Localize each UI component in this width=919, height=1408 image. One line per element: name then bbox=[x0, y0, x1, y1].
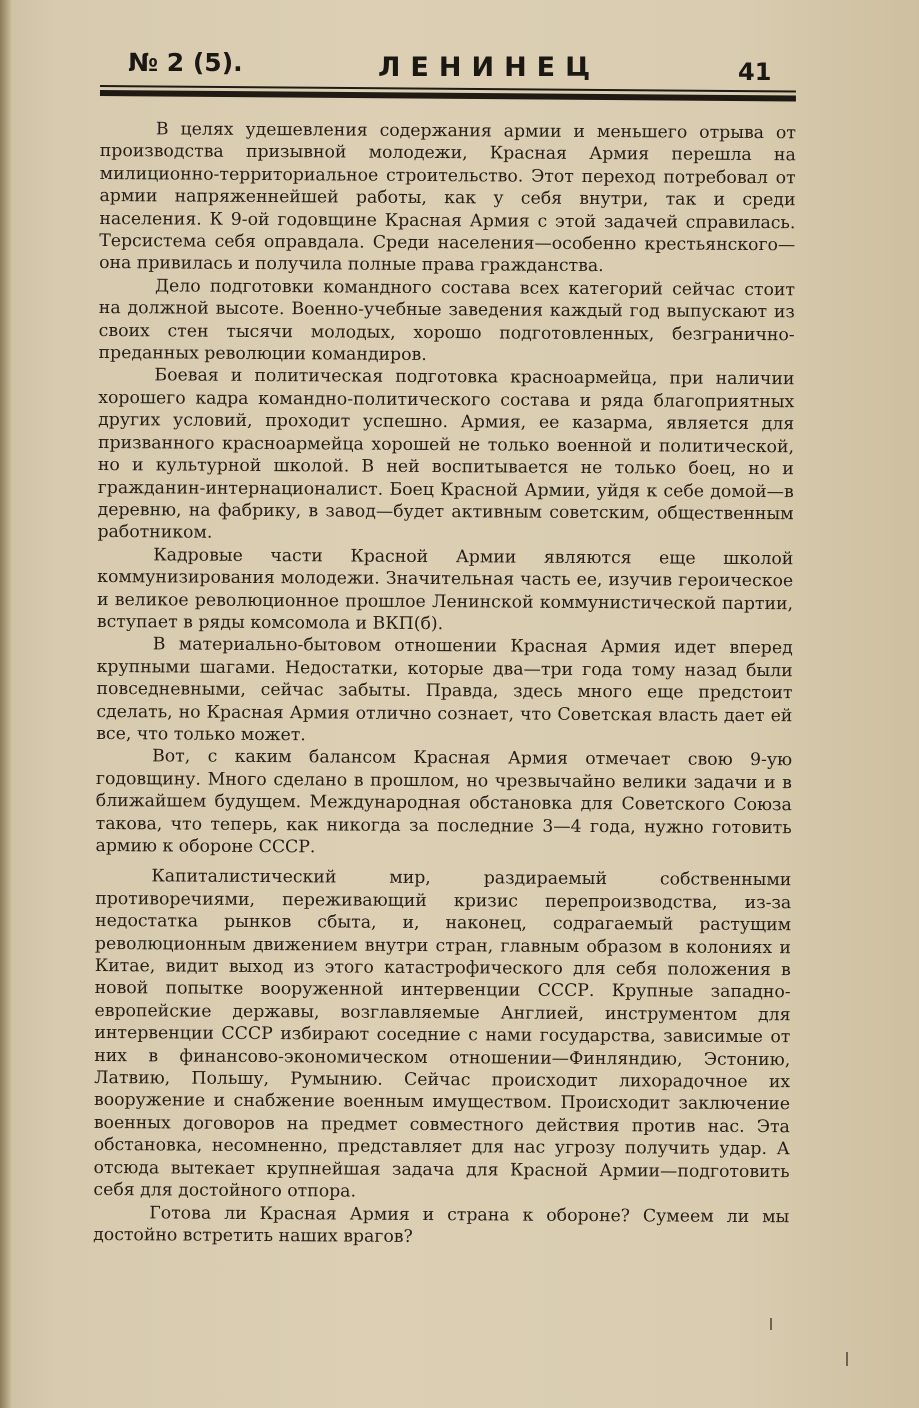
paragraph: Вот, с каким балансом Красная Армия отмечает свою 9-ую годовщину. Много сделано в прошлом, но чрезвычайно велики задачи и в ближайшем будущем. Международная обстановка для Советского Союза такова, что теперь, как никогда за последние 3—4 года, нужно готовить армию к обороне СССР. bbox=[95, 746, 793, 858]
margin-mark bbox=[846, 1352, 848, 1366]
paragraph: Кадровые части Красной Армии являются еще школой коммунизирования молодежи. Значительная часть ее, изучив героическое и великое революционное прошлое Ленинской коммунистической партии, вступает в ряды комсомола и ВКП(б). bbox=[96, 545, 794, 635]
header-rule-thick bbox=[100, 90, 796, 101]
paragraph: Дело подготовки командного состава всех категорий сейчас стоит на должной высоте. Военно-учебные заведения каждый год выпускают из своих стен тысячи молодых, хорошо подготовленных, безгранично-преданных революции командиров. bbox=[98, 276, 796, 366]
paragraph: В материально-бытовом отношении Красная Армия идет вперед крупными шагами. Недостатки, которые два—три года тому назад были повседневными, сейчас забыты. Правда, здесь много еще предстоит сделать, но Красная Армия отлично сознает, что Советская власть дает ей все, что только может. bbox=[96, 634, 793, 746]
page-header bbox=[100, 44, 800, 104]
issue-number: № 2 (5). bbox=[128, 48, 243, 77]
page-number: 41 bbox=[738, 58, 772, 86]
paragraph: В целях удешевления содержания армии и меньшего отрыва от производства призывной молодежи, Красная Армия перешла на милиционно-территориальное строительство. Этот переход потребовал от армии напряженнейшей работы, как у себя внутри, так и среди населения. К 9-ой годовщине Красная Армия с этой задачей справилась. Терсистема себя оправдала. Среди населения—особенно крестьянского—она привилась и получила полные права гражданства. bbox=[99, 119, 796, 277]
paragraph: Боевая и политическая подготовка красноармейца, при наличии хорошего кадра командно-политического состава и ряда благоприятных других условий, проходит успешно. Армия, ее казарма, является для призванного красноармейца хорошей не только военной и политической, но и культурной школой. В ней воспитывается не только боец, но и гражданин-интернационалист. Боец Красной Армии, уйдя к себе домой—в деревню, на фабрику, в завод—будет активным советским, общественным работником. bbox=[97, 365, 795, 544]
paragraph: Готова ли Красная Армия и страна к обороне? Сумеем ли мы достойно встретить наших врагов? bbox=[93, 1202, 790, 1247]
journal-title: ЛЕНИНЕЦ bbox=[378, 52, 601, 83]
page-binding-edge bbox=[0, 0, 12, 1408]
paragraph: Капиталистический мир, раздираемый собственными противоречиями, переживающий кризис перепроизводства, из-за недостатка рынков сбыта, и, наконец, содрагаемый растущим революционным движением внутри стран, главным образом в колониях и Китае, видит выход из этого катастрофического для себя положения в новой попытке вооруженной интервенции СССР. Крупные западно-европейские державы, возглавляемые Англией, инструментом для интервенции СССР избирают соседние с нами государства, зависимые от них в финансово-экономическом отношении—Финляндию, Эстонию, Латвию, Польшу, Румынию. Сейчас происходит лихорадочное их вооружение и снабжение военным имуществом. Происходит заключение военных договоров на предмет совместного действия против нас. Эта обстановка, несомненно, представляет для нас угрозу получить удар. А отсюда вытекает крупнейшая задача для Красной Армии—подготовить себя для достойного отпора. bbox=[93, 866, 792, 1202]
article-body bbox=[93, 118, 796, 1251]
margin-mark bbox=[770, 1318, 772, 1330]
